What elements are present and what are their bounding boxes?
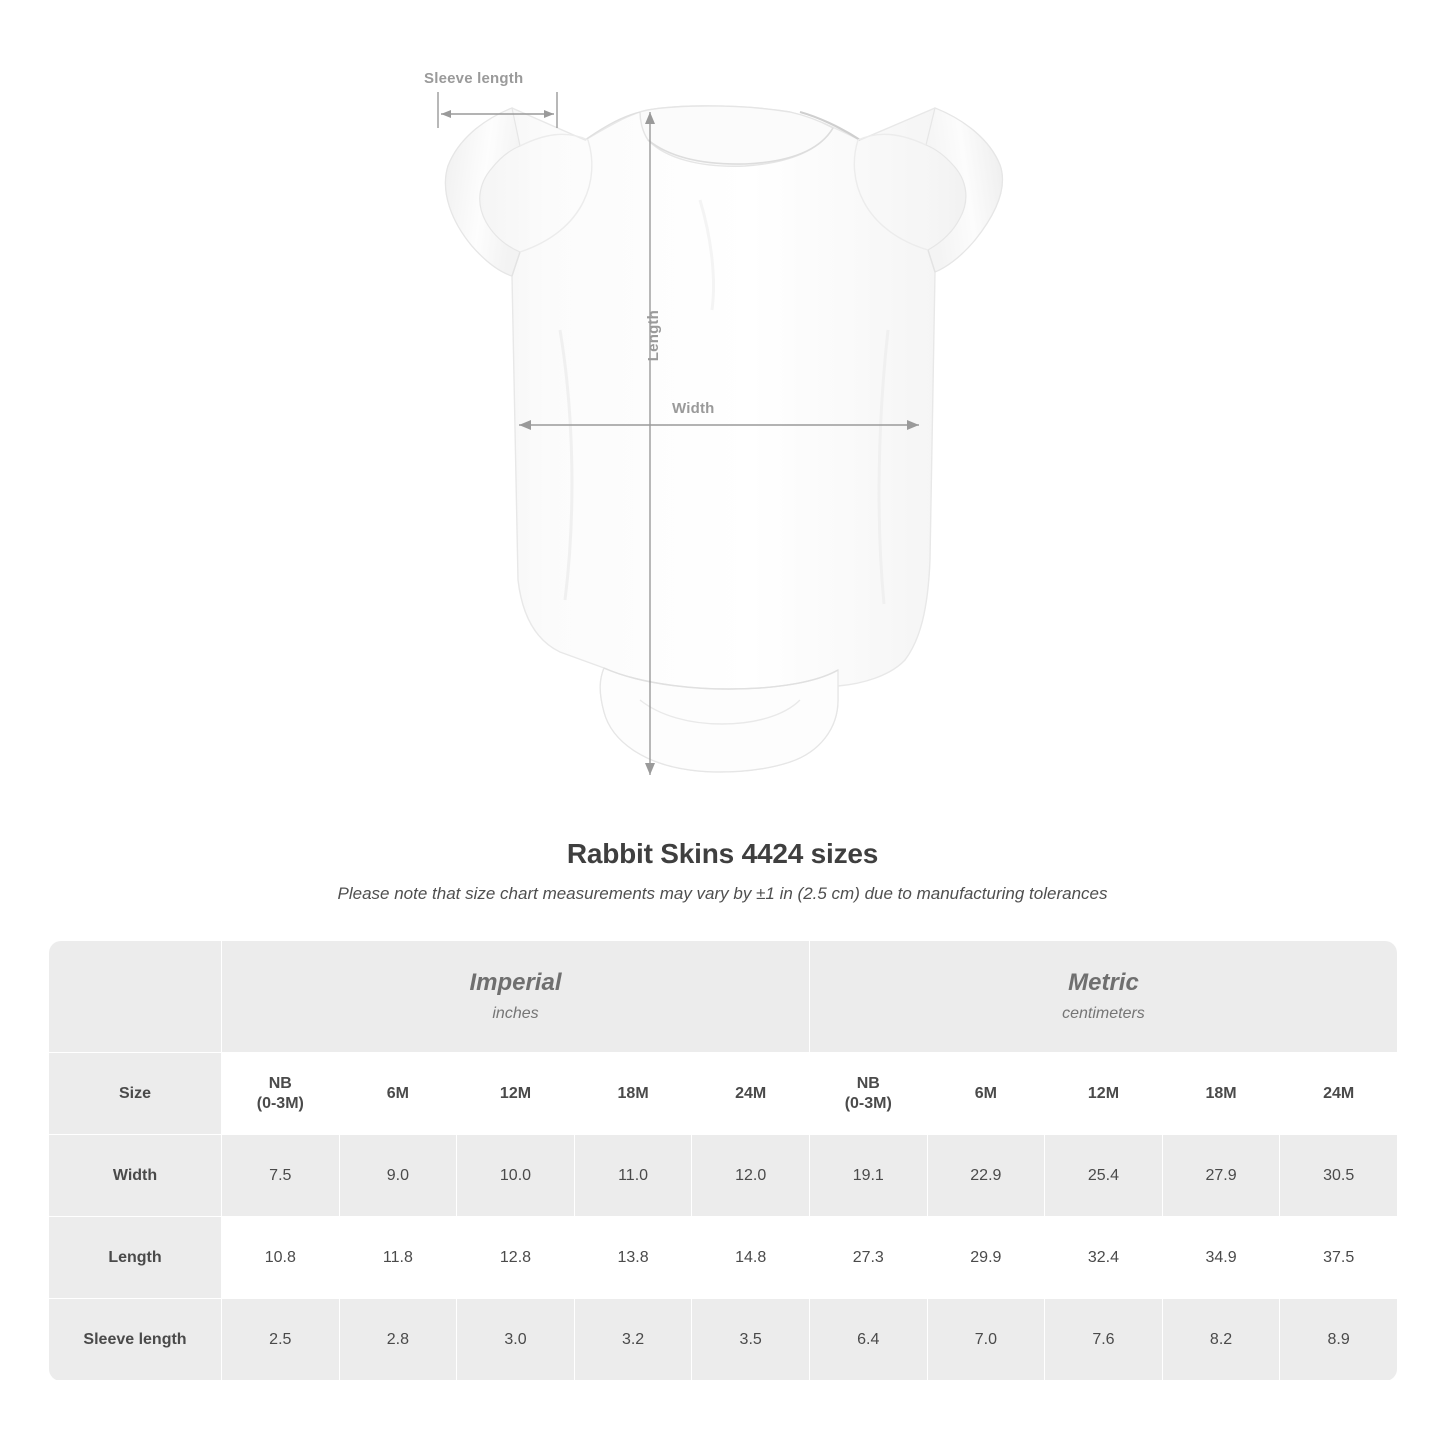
- cell-value: 37.5: [1280, 1217, 1398, 1299]
- size-header-nb-metric: NB: [856, 1074, 880, 1092]
- sleeve-length-dimension-label: Sleeve length: [424, 70, 524, 87]
- table-row: [49, 1299, 1398, 1381]
- size-header-nb-imperial: NB: [268, 1074, 292, 1092]
- cell-value: 13.8: [574, 1217, 692, 1299]
- size-header-cell: 12M: [1045, 1053, 1163, 1135]
- size-header-cell: [809, 1053, 927, 1135]
- cell-value: 12.0: [692, 1135, 810, 1217]
- bodysuit-body: [445, 106, 1002, 772]
- cell-value: 19.1: [809, 1135, 927, 1217]
- size-header-cell: 6M: [339, 1053, 457, 1135]
- size-header-cell: 6M: [927, 1053, 1045, 1135]
- row-label-width: Width: [49, 1135, 222, 1217]
- cell-value: 2.8: [339, 1299, 457, 1381]
- cell-value: 7.6: [1045, 1299, 1163, 1381]
- cell-value: 30.5: [1280, 1135, 1398, 1217]
- size-header-cell: [222, 1053, 340, 1135]
- width-dimension-label: Width: [672, 400, 715, 417]
- size-header-nb-metric-sub: (0-3M): [844, 1094, 892, 1112]
- unit-group-header-row: [49, 941, 1398, 1053]
- cell-value: 27.9: [1162, 1135, 1280, 1217]
- title-block: [0, 838, 1445, 904]
- size-header-nb-imperial-sub: (0-3M): [256, 1094, 304, 1112]
- size-header-cell: 18M: [574, 1053, 692, 1135]
- cell-value: 8.9: [1280, 1299, 1398, 1381]
- unit-group-metric-name: Metric: [1068, 969, 1139, 997]
- table-row: [49, 1135, 1398, 1217]
- page-title: Rabbit Skins 4424 sizes: [566, 838, 879, 869]
- cell-value: 10.8: [222, 1217, 340, 1299]
- cell-value: 6.4: [809, 1299, 927, 1381]
- cell-value: 29.9: [927, 1217, 1045, 1299]
- size-chart-table-wrapper: [48, 940, 1397, 1381]
- row-label-sleeve-length: Sleeve length: [49, 1299, 222, 1381]
- unit-group-imperial-name: Imperial: [469, 969, 562, 997]
- cell-value: 12.8: [457, 1217, 575, 1299]
- cell-value: 22.9: [927, 1135, 1045, 1217]
- cell-value: 7.5: [222, 1135, 340, 1217]
- size-header-cell: 18M: [1162, 1053, 1280, 1135]
- cell-value: 14.8: [692, 1217, 810, 1299]
- tolerance-note: Please note that size chart measurements may vary by ±1 in (2.5 cm) due to manufacturing tolerances: [337, 884, 1108, 903]
- cell-value: 9.0: [339, 1135, 457, 1217]
- size-header-row: [49, 1053, 1398, 1135]
- cell-value: 11.0: [574, 1135, 692, 1217]
- length-dimension-label: Length: [645, 310, 662, 362]
- table-row: [49, 1217, 1398, 1299]
- row-header-label: Size: [49, 1053, 222, 1135]
- unit-group-imperial-sub: inches: [492, 1004, 539, 1022]
- cell-value: 34.9: [1162, 1217, 1280, 1299]
- size-header-cell: 24M: [692, 1053, 810, 1135]
- cell-value: 2.5: [222, 1299, 340, 1381]
- row-label-length: Length: [49, 1217, 222, 1299]
- cell-value: 7.0: [927, 1299, 1045, 1381]
- cell-value: 3.2: [574, 1299, 692, 1381]
- size-chart-table: [48, 940, 1398, 1381]
- cell-value: 11.8: [339, 1217, 457, 1299]
- size-header-cell: 12M: [457, 1053, 575, 1135]
- unit-header-spacer: [49, 941, 222, 1053]
- cell-value: 32.4: [1045, 1217, 1163, 1299]
- size-header-cell: 24M: [1280, 1053, 1398, 1135]
- unit-group-metric: [809, 941, 1397, 1053]
- unit-group-metric-sub: centimeters: [1062, 1004, 1145, 1022]
- cell-value: 27.3: [809, 1217, 927, 1299]
- cell-value: 25.4: [1045, 1135, 1163, 1217]
- unit-group-imperial: [222, 941, 810, 1053]
- cell-value: 3.0: [457, 1299, 575, 1381]
- cell-value: 8.2: [1162, 1299, 1280, 1381]
- cell-value: 3.5: [692, 1299, 810, 1381]
- cell-value: 10.0: [457, 1135, 575, 1217]
